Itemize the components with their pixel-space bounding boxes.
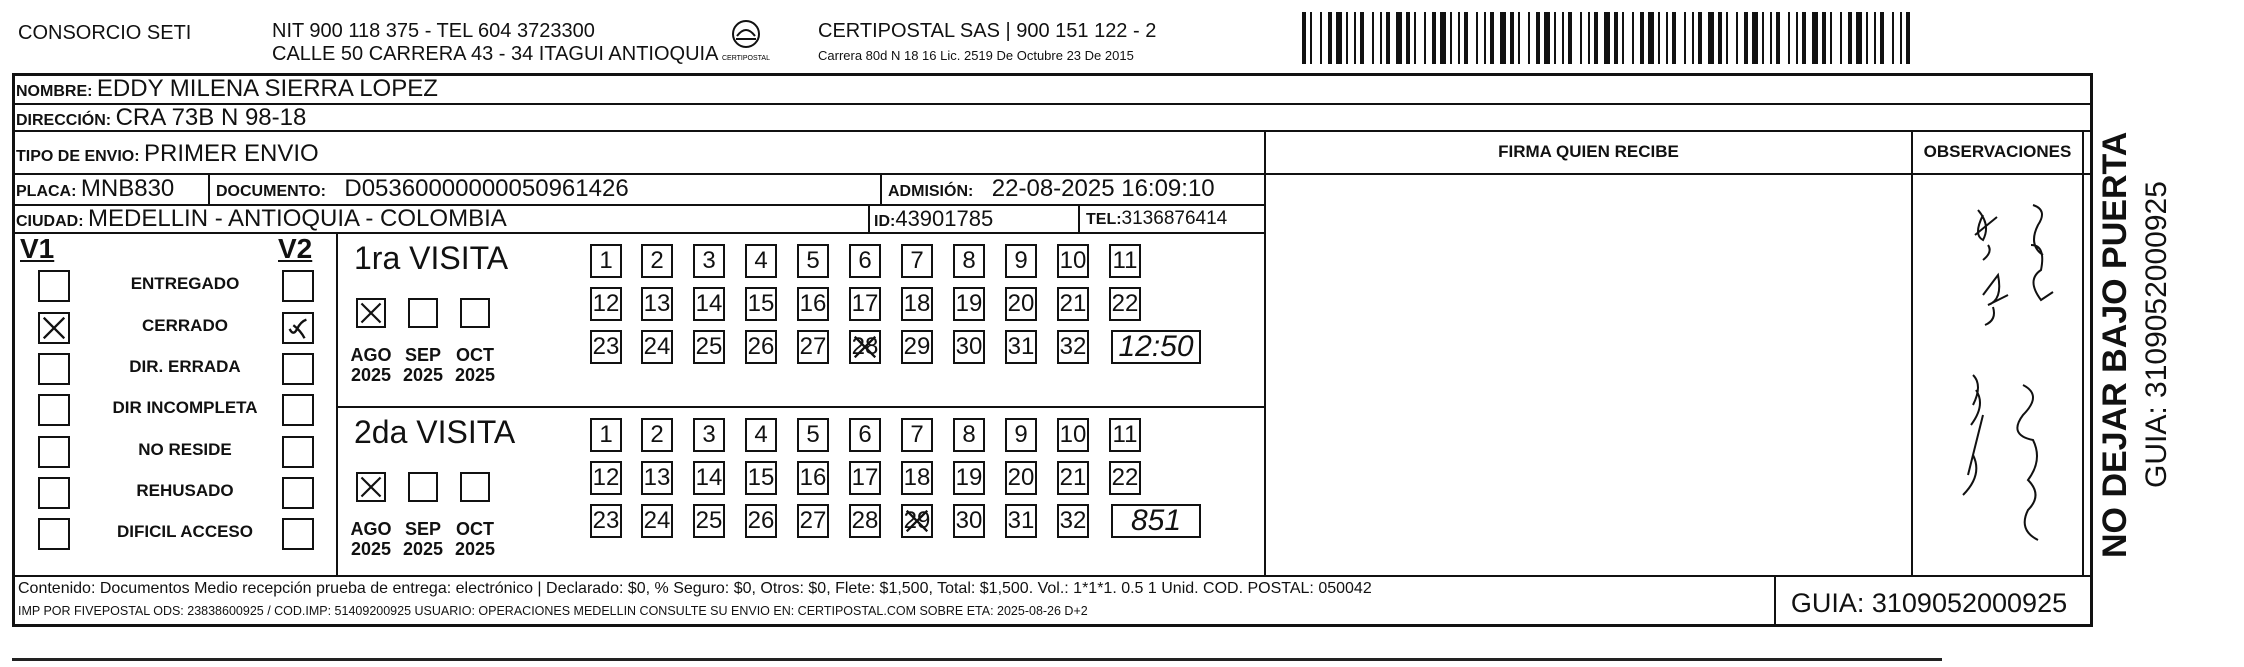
status-label: CERRADO — [142, 316, 228, 335]
barcode-bar — [1432, 12, 1436, 64]
barcode-bar — [1440, 12, 1446, 64]
day-box[interactable]: 4 — [745, 418, 777, 452]
status-label: DIR. ERRADA — [129, 357, 241, 376]
barcode-bar — [1658, 12, 1660, 64]
observations-handwriting — [1913, 175, 2082, 575]
barcode-bar — [1840, 12, 1842, 64]
v1-checkbox[interactable] — [38, 436, 70, 468]
day-box[interactable]: 7 — [901, 418, 933, 452]
time-box[interactable]: 12:50 — [1111, 330, 1201, 364]
plate-row — [16, 175, 174, 206]
month-label: OCT 2025 — [454, 345, 496, 385]
month-checkbox[interactable] — [460, 298, 490, 328]
barcode-bar — [1622, 12, 1624, 64]
day-box[interactable]: 2 — [641, 418, 673, 452]
barcode-bar — [1450, 12, 1452, 64]
barcode-bar — [1372, 12, 1374, 64]
day-box[interactable]: 17 — [849, 287, 881, 321]
certipostal-line: CERTIPOSTAL SAS | 900 151 122 - 2 — [818, 20, 1157, 42]
day-box[interactable]: 12 — [590, 287, 622, 321]
day-box[interactable]: 24 — [641, 330, 673, 364]
day-box[interactable]: 11 — [1109, 418, 1141, 452]
certipostal-logo — [720, 18, 772, 64]
day-box[interactable]: 32 — [1057, 504, 1089, 538]
barcode-bar — [1830, 12, 1832, 64]
barcode-bar — [1346, 12, 1348, 64]
barcode-bar — [1848, 12, 1852, 64]
plate-value: MNB830 — [80, 175, 175, 202]
visit-title: 1ra VISITA — [354, 240, 509, 276]
id-label: ID: — [874, 213, 896, 230]
tel-label: TEL: — [1086, 211, 1122, 228]
barcode-bar — [1458, 12, 1460, 64]
barcode-bar — [1736, 12, 1738, 64]
status-label: DIR INCOMPLETA — [112, 398, 258, 417]
admission-label: ADMISIÓN: — [888, 183, 974, 200]
v1-checkbox[interactable] — [38, 477, 70, 509]
day-box[interactable]: 7 — [901, 244, 933, 278]
bottom-scan-edge — [12, 658, 1942, 661]
day-box[interactable]: 27 — [797, 504, 829, 538]
day-box[interactable]: 21 — [1057, 461, 1089, 495]
day-box[interactable]: 1 — [590, 244, 622, 278]
day-box[interactable]: 13 — [641, 287, 673, 321]
day-box[interactable]: 26 — [745, 330, 777, 364]
barcode-bar — [1906, 12, 1910, 64]
barcode-bar — [1310, 12, 1312, 64]
barcode-bar — [1708, 12, 1714, 64]
day-box[interactable]: 28 — [849, 504, 881, 538]
day-box[interactable]: 31 — [1005, 330, 1037, 364]
barcode-bar — [1360, 12, 1364, 64]
id-row — [874, 205, 993, 236]
day-box[interactable]: 25 — [693, 504, 725, 538]
day-box[interactable]: 10 — [1057, 418, 1089, 452]
company-name: CONSORCIO SETI — [18, 22, 192, 44]
month-label: AGO 2025 — [350, 345, 392, 385]
day-box[interactable]: 30 — [953, 330, 985, 364]
shipping-type: PRIMER ENVIO — [144, 140, 319, 167]
day-box[interactable]: 6 — [849, 244, 881, 278]
barcode-bar — [1640, 12, 1644, 64]
barcode-bar — [1562, 12, 1564, 64]
type-row — [16, 140, 319, 171]
barcode-bar — [1464, 12, 1468, 64]
name-row — [16, 75, 438, 106]
document-label: DOCUMENTO: — [216, 183, 326, 200]
day-mark — [903, 506, 931, 536]
day-box[interactable]: 32 — [1057, 330, 1089, 364]
admission-row — [888, 175, 1215, 206]
day-box[interactable]: 3 — [693, 244, 725, 278]
day-box[interactable]: 22 — [1109, 287, 1141, 321]
month-checkbox[interactable] — [408, 298, 438, 328]
v1-checkbox[interactable] — [38, 312, 70, 344]
visit-title: 2da VISITA — [354, 414, 516, 450]
recipient-name: EDDY MILENA SIERRA LOPEZ — [96, 75, 438, 102]
city-row — [16, 205, 507, 236]
barcode-bar — [1822, 12, 1826, 64]
barcode-bar — [1684, 12, 1686, 64]
barcode-bar — [1762, 12, 1764, 64]
status-label: NO RESIDE — [138, 440, 232, 459]
id-value: 43901785 — [895, 206, 994, 231]
day-box[interactable]: 27 — [797, 330, 829, 364]
month-checkbox[interactable] — [460, 472, 490, 502]
barcode-bar — [1892, 12, 1894, 64]
day-box[interactable]: 31 — [1005, 504, 1037, 538]
barcode-bar — [1718, 12, 1722, 64]
barcode-bar — [1666, 12, 1668, 64]
day-box[interactable]: 19 — [953, 287, 985, 321]
document-value: D05360000000050961426 — [344, 175, 629, 202]
v1-checkbox[interactable] — [38, 518, 70, 550]
day-box[interactable]: 16 — [797, 287, 829, 321]
barcode-bar — [1672, 12, 1676, 64]
imp-line: IMP POR FIVEPOSTAL ODS: 23838600925 / COD.IMP: 51409200925 USUARIO: OPERACIONES MEDELLIN CONSULTE SU ENVIO EN: CERTIPOSTAL.COM SOBRE ETA: 2025-08-26 D+2 — [18, 604, 1088, 618]
day-box[interactable]: 11 — [1109, 244, 1141, 278]
day-box[interactable]: 20 — [1005, 287, 1037, 321]
barcode-bar — [1880, 12, 1884, 64]
v1-checkbox[interactable] — [38, 353, 70, 385]
barcode-bar — [1614, 12, 1618, 64]
barcode-bar — [1588, 12, 1590, 64]
barcode-bar — [1490, 12, 1494, 64]
day-box[interactable]: 14 — [693, 287, 725, 321]
barcode-bar — [1528, 12, 1530, 64]
barcode-bar — [1518, 12, 1520, 64]
v2-checkbox[interactable] — [282, 518, 314, 550]
side-warning: NO DEJAR BAJO PUERTA — [2096, 131, 2134, 558]
signature-header: FIRMA QUIEN RECIBE — [1498, 142, 1679, 161]
day-box[interactable]: 24 — [641, 504, 673, 538]
time-box[interactable]: 851 — [1111, 504, 1201, 538]
day-box[interactable]: 5 — [797, 244, 829, 278]
barcode-bar — [1802, 12, 1806, 64]
barcode-bar — [1594, 12, 1598, 64]
name-label: NOMBRE: — [16, 83, 93, 100]
barcode-bar — [1484, 12, 1486, 64]
month-checkbox[interactable] — [356, 472, 386, 502]
month-checkbox[interactable] — [408, 472, 438, 502]
barcode-bar — [1776, 12, 1780, 64]
tel-value: 3136876414 — [1121, 208, 1228, 229]
day-box[interactable]: 15 — [745, 287, 777, 321]
day-box[interactable]: 10 — [1057, 244, 1089, 278]
barcode-bar — [1336, 12, 1342, 64]
v2-checkbox[interactable] — [282, 477, 314, 509]
barcode-bar — [1812, 12, 1818, 64]
logo-text: CERTIPOSTAL — [722, 55, 770, 62]
v1-label: V1 — [20, 233, 55, 264]
recipient-address: CRA 73B N 98-18 — [115, 104, 307, 131]
day-box[interactable]: 5 — [797, 418, 829, 452]
day-box[interactable]: 29 — [901, 504, 933, 538]
barcode-bar — [1900, 12, 1902, 64]
v1-checkbox[interactable] — [38, 394, 70, 426]
address-line: CALLE 50 CARRERA 43 - 34 ITAGUI ANTIOQUIA — [272, 43, 719, 65]
barcode-bar — [1648, 12, 1654, 64]
status-label: DIFICIL ACCESO — [116, 522, 253, 541]
month-label: AGO 2025 — [350, 519, 392, 559]
day-box[interactable]: 6 — [849, 418, 881, 452]
barcode-bar — [1604, 12, 1610, 64]
v1-checkbox[interactable] — [38, 270, 70, 302]
day-box[interactable]: 29 — [901, 330, 933, 364]
day-box[interactable]: 18 — [901, 287, 933, 321]
day-box[interactable]: 13 — [641, 461, 673, 495]
barcode-bar — [1302, 12, 1306, 64]
barcode-bar — [1354, 12, 1356, 64]
day-box[interactable]: 14 — [693, 461, 725, 495]
admission-value: 22-08-2025 16:09:10 — [991, 175, 1215, 202]
guia-box: GUIA: 3109052000925 — [1790, 588, 2068, 618]
barcode-bar — [1536, 12, 1540, 64]
day-box[interactable]: 4 — [745, 244, 777, 278]
barcode-bar — [1770, 12, 1772, 64]
barcode-bar — [1554, 12, 1556, 64]
v2-checkbox[interactable] — [282, 436, 314, 468]
content-line: Contenido: Documentos Medio recepción prueba de entrega: electrónico | Declarado: $0, % Seguro: $0, Otros: $0, Flete: $1,500, Total: $1,500. Vol.: 1*1*1. 0.5 1 Unid. COD. POSTAL: 050042 — [18, 580, 1372, 597]
barcode-bar — [1726, 12, 1728, 64]
barcode-bar — [1544, 12, 1550, 64]
city-label: CIUDAD: — [16, 213, 84, 230]
day-box[interactable]: 12 — [590, 461, 622, 495]
day-box[interactable]: 9 — [1005, 418, 1037, 452]
barcode-bar — [1580, 12, 1582, 64]
day-box[interactable]: 9 — [1005, 244, 1037, 278]
day-box[interactable]: 25 — [693, 330, 725, 364]
barcode-bar — [1752, 12, 1758, 64]
day-box[interactable]: 1 — [590, 418, 622, 452]
day-box[interactable]: 28 — [849, 330, 881, 364]
v2-checkbox[interactable] — [282, 270, 314, 302]
barcode-bar — [1414, 12, 1416, 64]
barcode-bar — [1866, 12, 1868, 64]
barcode-bar — [1320, 12, 1322, 64]
barcode-bar — [1796, 12, 1798, 64]
day-box[interactable]: 18 — [901, 461, 933, 495]
day-box[interactable]: 16 — [797, 461, 829, 495]
month-label: SEP 2025 — [402, 519, 444, 559]
side-guia: GUIA: 3109052000925 — [2140, 181, 2173, 488]
day-box[interactable]: 21 — [1057, 287, 1089, 321]
barcode-bar — [1396, 12, 1402, 64]
barcode-bar — [1788, 12, 1790, 64]
day-box[interactable]: 8 — [953, 244, 985, 278]
v2-checkbox[interactable] — [282, 353, 314, 385]
barcode-bar — [1380, 12, 1382, 64]
day-box[interactable]: 17 — [849, 461, 881, 495]
day-box[interactable]: 19 — [953, 461, 985, 495]
day-box[interactable]: 8 — [953, 418, 985, 452]
barcode-bar — [1698, 12, 1702, 64]
barcode-bar — [1406, 12, 1410, 64]
month-label: SEP 2025 — [402, 345, 444, 385]
signature-area[interactable] — [1266, 173, 1911, 575]
document-row — [216, 175, 629, 206]
city-value: MEDELLIN - ANTIOQUIA - COLOMBIA — [88, 205, 507, 232]
barcode-bar — [1386, 12, 1390, 64]
barcode-bar — [1692, 12, 1694, 64]
barcode-bar — [1476, 12, 1478, 64]
barcode-bar — [1568, 12, 1572, 64]
day-box[interactable]: 23 — [590, 330, 622, 364]
nit-line: NIT 900 118 375 - TEL 604 3723300 — [272, 20, 595, 42]
status-label: REHUSADO — [136, 481, 234, 500]
day-box[interactable]: 26 — [745, 504, 777, 538]
barcode-bar — [1424, 12, 1426, 64]
license-line: Carrera 80d N 18 16 Lic. 2519 De Octubre 23 De 2015 — [818, 48, 1134, 63]
type-label: TIPO DE ENVIO: — [16, 148, 140, 165]
status-label: ENTREGADO — [130, 274, 240, 293]
day-box[interactable]: 20 — [1005, 461, 1037, 495]
plate-label: PLACA: — [16, 183, 77, 200]
barcode-bar — [1744, 12, 1748, 64]
address-row — [16, 104, 306, 135]
barcode-bar — [1328, 12, 1332, 64]
barcode — [1302, 12, 1914, 64]
barcode-bar — [1856, 12, 1862, 64]
v2-label: V2 — [278, 233, 313, 264]
day-box[interactable]: 23 — [590, 504, 622, 538]
day-box[interactable]: 15 — [745, 461, 777, 495]
barcode-bar — [1632, 12, 1634, 64]
barcode-bar — [1874, 12, 1876, 64]
barcode-bar — [1500, 12, 1506, 64]
barcode-bar — [1510, 12, 1514, 64]
day-box[interactable]: 22 — [1109, 461, 1141, 495]
day-mark — [851, 332, 879, 362]
day-box[interactable]: 2 — [641, 244, 673, 278]
month-label: OCT 2025 — [454, 519, 496, 559]
observations-header: OBSERVACIONES — [1923, 142, 2072, 161]
v2-checkbox[interactable] — [282, 394, 314, 426]
day-box[interactable]: 30 — [953, 504, 985, 538]
tel-row — [1086, 205, 1227, 234]
v2-checkbox[interactable] — [282, 312, 314, 344]
address-label: DIRECCIÓN: — [16, 112, 112, 129]
month-checkbox[interactable] — [356, 298, 386, 328]
day-box[interactable]: 3 — [693, 418, 725, 452]
